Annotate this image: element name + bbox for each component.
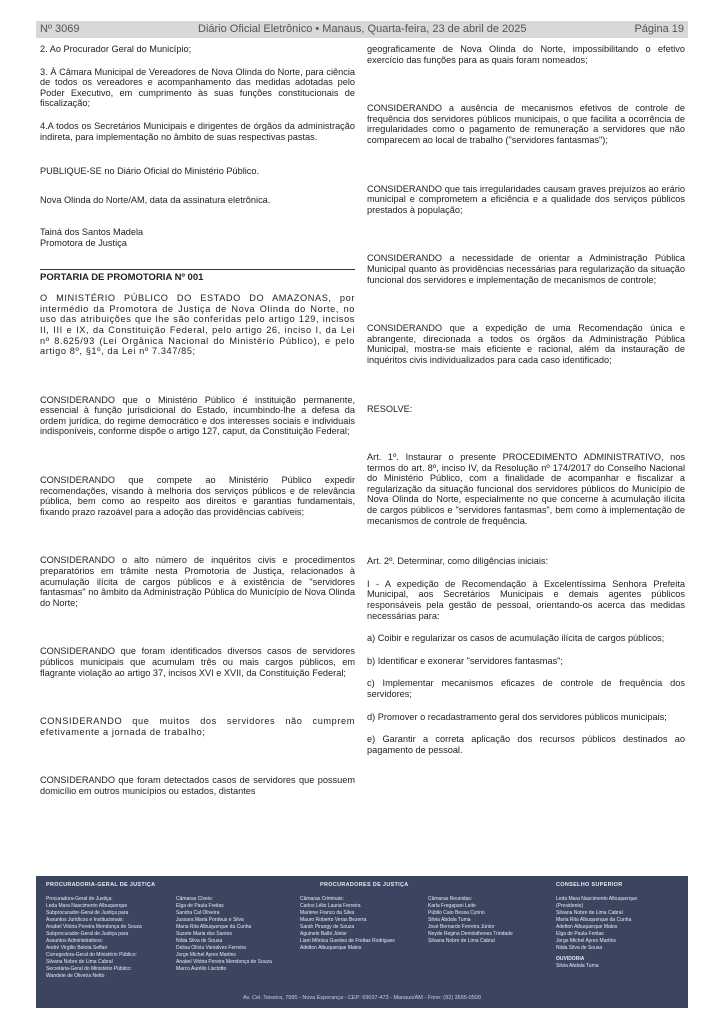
footer-line: Silvana Nobre de Lima Cabral bbox=[46, 959, 113, 965]
footer-line: Jussara Maria Pordeus e Silva bbox=[176, 917, 244, 923]
footer-line: Maria Rita Albuquerque da Cunha bbox=[556, 917, 632, 923]
footer-address: Av. Cel. Teixeira, 7995 - Nova Esperança - CEP: 69037-473 - Manaus/AM - Fone: (92) 3655-0500 bbox=[243, 995, 481, 1001]
footer-line: Marlene Franco da Silva bbox=[300, 910, 355, 916]
footer-line: Nilda Silva de Sousa bbox=[556, 945, 603, 951]
right-column bbox=[367, 44, 685, 767]
list-item: a) Coibir e regularizar os casos de acumulação ilícita de cargos públicos; bbox=[367, 633, 665, 644]
footer-line: Elga de Paula Freitas bbox=[176, 903, 224, 909]
left-column bbox=[40, 44, 355, 809]
footer-line: Assuntos Administrativos: bbox=[46, 938, 103, 944]
paragraph: 4.A todos os Secretários Municipais e dirigentes de órgãos da administração indireta, para implementação no âmbito de suas respectivas pastas. bbox=[40, 120, 355, 142]
paragraph: 3. À Câmara Municipal de Vereadores de Nova Olinda do Norte, para ciência de todos os vereadores e acompanhamento das medidas adotadas pelo Poder Executivo, em cumprimento às suas funções constitucionais de fiscalização; bbox=[40, 66, 355, 109]
footer-line: Anabel Vitória Pereira Mendonça de Souza bbox=[176, 959, 272, 965]
footer-line: José Bernardo Ferreira Júnior bbox=[428, 924, 495, 930]
paragraph: CONSIDERANDO a ausência de mecanismos efetivos de controle de frequência dos servidores públicos municipais, o que facilita a ocorrência de irregularidades como o pagamento de remuneração a servidores que não comparecem ao local de trabalho ("servidores fantasmas"); bbox=[367, 103, 685, 145]
footer-line: Leda Mara Nascimento Albuquerque bbox=[556, 896, 638, 902]
footer-line: Subprocurador-Geral de Justiça para bbox=[46, 910, 129, 916]
footer-heading-procuradores: PROCURADORES DE JUSTIÇA bbox=[320, 882, 409, 888]
footer-line: Silvana Nobre de Lima Cabral bbox=[428, 938, 495, 944]
page-number: Página 19 bbox=[634, 23, 684, 35]
footer-list-pgj bbox=[46, 896, 142, 980]
footer-line: Sandra Cal Oliveira bbox=[176, 910, 220, 916]
footer-line: Suzete Maria dos Santos bbox=[176, 931, 232, 937]
paragraph: O MINISTÉRIO PÚBLICO DO ESTADO DO AMAZONAS, por intermédio da Promotora de Justiça de Nova Olinda do Norte, no uso das atribuições que lhe são conferidas pelo artigo 129, incisos II, III e IX, da Constituição Federal, pelo artigo 26, inciso I, da Lei nº 8.625/93 (Lei Orgânica Nacional do Ministério Público), e pelo artigo 8º, §1º, da Lei nº 7.347/85; bbox=[40, 293, 355, 357]
footer-line: Silvia Abdala Tuma bbox=[428, 917, 471, 923]
footer-line: Neyde Regina Demósthenes Trindade bbox=[428, 931, 513, 937]
footer-line: Liani Mônica Guedes de Freitas Rodrigues bbox=[300, 938, 395, 944]
footer-line: Sarah Pirangy de Souza bbox=[300, 924, 355, 930]
footer-line: Carlos Lélio Lauria Ferreira bbox=[300, 903, 361, 909]
footer-line: Procuradora-Geral de Justiça: bbox=[46, 896, 113, 902]
paragraph: CONSIDERANDO o alto número de inquéritos civis e procedimentos preparatórios em trâmite nesta Promotoria de Justiça, relacionados à acumulação ilícita de cargos públicos e à existência de "servidores fantasmas" no âmbito da Administração Pública do Município de Nova Olinda do Norte; bbox=[40, 555, 355, 608]
paragraph: Art. 2º. Determinar, como diligências iniciais: bbox=[367, 556, 549, 567]
footer-line: Silvana Nobre de Lima Cabral bbox=[556, 910, 623, 916]
paragraph: CONSIDERANDO que muitos dos servidores não cumprem efetivamente a jornada de trabalho; bbox=[40, 716, 355, 737]
footer-heading-ouvidoria: OUVIDORIA bbox=[556, 956, 585, 962]
footer-line: Câmaras Reunidas: bbox=[428, 896, 473, 902]
journal-title: Diário Oficial Eletrônico • Manaus, Quarta-feira, 23 de abril de 2025 bbox=[198, 23, 527, 35]
paragraph: 2. Ao Procurador Geral do Município; bbox=[40, 44, 192, 54]
footer-list-camaras-criminais bbox=[300, 896, 395, 952]
paragraph: CONSIDERANDO que foram detectados casos de servidores que possuem domicílio em outros municípios ou estados, distantes bbox=[40, 775, 355, 796]
footer-line: Câmaras Cíveis: bbox=[176, 896, 213, 902]
footer-heading-pgj: PROCURADORIA-GERAL DE JUSTIÇA bbox=[46, 882, 156, 888]
paragraph: CONSIDERANDO que o Ministério Público é instituição permanente, essencial à função jurisdicional do Estado, incumbindo-lhe a defesa da ordem jurídica, do regime democrático e dos interesses sociais e individuais indisponíveis, conforme dispõe o artigo 127, caput, da Constituição Federal; bbox=[40, 394, 355, 437]
footer-line: Adelton Albuquerque Matos bbox=[556, 924, 618, 930]
signature-role: Promotora de Justiça bbox=[40, 237, 127, 248]
footer-line: Marco Aurélio Lisciotto bbox=[176, 966, 227, 972]
footer-line: Silvia Abdala Tuma bbox=[556, 963, 599, 969]
paragraph: CONSIDERANDO que compete ao Ministério Público expedir recomendações, visando à melhoria dos serviços públicos e de relevância pública, bem como ao respeito aos direitos e garantias fundamentais, fixando prazo razoável para a adoção das providências cabíveis; bbox=[40, 475, 355, 517]
footer-line: Corregedora-Geral do Ministério Público: bbox=[46, 952, 137, 958]
paragraph: CONSIDERANDO que foram identificados diversos casos de servidores públicos municipais que acumulam três ou mais cargos públicos, em flagrante violação ao artigo 37, incisos XVI e XVII, da Constituição Federal; bbox=[40, 646, 355, 678]
footer-line: Secretária-Geral do Ministério Público: bbox=[46, 966, 132, 972]
footer-panel bbox=[36, 876, 688, 1008]
list-item: c) Implementar mecanismos eficazes de controle de frequência dos servidores; bbox=[367, 678, 685, 699]
paragraph: CONSIDERANDO que a expedição de uma Recomendação única e abrangente, direcionada a todos os órgãos da Administração Pública Municipal, mostra-se mais eficiente e racional, além da instauração de inquéritos civis individualizados para cada caso identificado; bbox=[367, 323, 685, 365]
list-item: b) Identificar e exonerar "servidores fantasmas"; bbox=[367, 655, 563, 666]
page-header bbox=[36, 21, 688, 38]
paragraph: PUBLIQUE-SE no Diário Oficial do Ministério Público. bbox=[40, 166, 260, 177]
footer-line: Subprocurador-Geral de Justiça para bbox=[46, 931, 129, 937]
section-title: PORTARIA DE PROMOTORIA Nº 001 bbox=[40, 269, 355, 284]
paragraph: I - A expedição de Recomendação à Excelentíssima Senhora Prefeita Municipal, aos Secretários Municipais e demais agentes públicos responsáveis pela gestão de pessoal, orientando-os acerca das medidas necessárias para: bbox=[367, 578, 685, 621]
list-item: d) Promover o recadastramento geral dos servidores públicos municipais; bbox=[367, 711, 667, 722]
paragraph: Art. 1º. Instaurar o presente PROCEDIMENTO ADMINISTRATIVO, nos termos do art. 8º, inciso IV, da Resolução nº 174/2017 do Conselho Nacional do Ministério Público, com a finalidade de acompanhar e fiscalizar a regularização da situação funcional dos servidores públicos do Município de Nova Olinda do Norte, especialmente no que concerne à acumulação ilícita de cargos públicos e "servidores fantasmas", bem como à implementação de mecanismos de controle de frequência. bbox=[367, 452, 685, 526]
footer-line: Câmaras Criminais: bbox=[300, 896, 344, 902]
footer-list-camaras-civeis bbox=[176, 896, 272, 973]
resolve-heading: RESOLVE: bbox=[367, 403, 413, 414]
footer-line: Mauro Roberto Veras Bezerra bbox=[300, 917, 367, 923]
footer-line: Nilda Silva de Sousa bbox=[176, 938, 223, 944]
footer-line: Wandete de Oliveira Netto bbox=[46, 973, 105, 979]
footer-line: Jorge Michel Ayres Martins bbox=[556, 938, 616, 944]
footer-line: Públio Caio Bessa Cyrino bbox=[428, 910, 485, 916]
footer-line: Maria Rita Albuquerque da Cunha bbox=[176, 924, 252, 930]
paragraph: CONSIDERANDO que tais irregularidades causam graves prejuízos ao erário municipal e comprometem a eficiência e a qualidade dos serviços públicos prestados à população; bbox=[367, 183, 685, 215]
footer-line: (Presidente) bbox=[556, 903, 584, 909]
footer-line: Aguinelo Balbi Júnior bbox=[300, 931, 347, 937]
paragraph: geograficamente de Nova Olinda do Norte, impossibilitando o efetivo exercício das funções para as quais foram nomeados; bbox=[367, 44, 685, 65]
footer-line: Delisa Olívia Vieiralves Ferreira bbox=[176, 945, 246, 951]
footer-line: Elga de Paula Freitas bbox=[556, 931, 604, 937]
list-item: e) Garantir a correta aplicação dos recursos públicos destinados ao pagamento de pessoal. bbox=[367, 734, 685, 755]
paragraph: Nova Olinda do Norte/AM, data da assinatura eletrônica. bbox=[40, 194, 271, 205]
footer-line: Jorge Michel Ayres Martins bbox=[176, 952, 236, 958]
footer-line: Karla Fregapani Leite bbox=[428, 903, 476, 909]
footer-line: Leda Mara Nascimento Albuquerque bbox=[46, 903, 128, 909]
footer-line: Assuntos Jurídicos e Institucionais: bbox=[46, 917, 124, 923]
signature-name: Tainá dos Santos Madela bbox=[40, 227, 144, 238]
footer-list-camaras-reunidas bbox=[428, 896, 513, 945]
paragraph: CONSIDERANDO a necessidade de orientar a Administração Pública Municipal quanto às providências necessárias para regularização da situação funcional dos servidores e implementação de mecanismos de controle; bbox=[367, 253, 685, 285]
footer-line: Adelton Albuquerque Matos bbox=[300, 945, 362, 951]
footer-list-conselho bbox=[556, 896, 637, 970]
footer-line: Anabel Vitória Pereira Mendonça de Souza bbox=[46, 924, 142, 930]
issue-number: Nº 3069 bbox=[40, 23, 80, 35]
footer-heading-conselho: CONSELHO SUPERIOR bbox=[556, 882, 623, 888]
footer-line: André Virgílio Belota Seffair bbox=[46, 945, 108, 951]
